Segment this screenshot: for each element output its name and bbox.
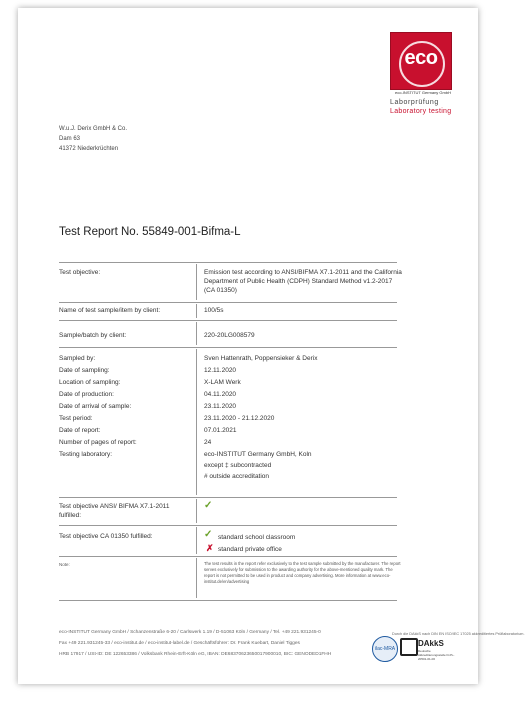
pages-value: 24 (204, 439, 212, 446)
logo-subtitle: eco-INSTITUT Germany GmbH (395, 90, 451, 95)
arrival-value: 23.11.2020 (204, 403, 237, 410)
divider (59, 320, 397, 321)
dakks-text: DAkkS (418, 639, 444, 648)
column-separator (196, 349, 197, 495)
column-separator (196, 558, 197, 598)
eco-logo (390, 32, 452, 90)
objective-line-3: (CA 01350) (204, 287, 237, 294)
objective-line-1: Emission test according to ANSI/BIFMA X7.1-2011 and the California (204, 269, 402, 276)
date-sampling-value: 12.11.2020 (204, 367, 237, 374)
lab-value-1: eco-INSTITUT Germany GmbH, Koln (204, 451, 312, 458)
footer-line-3: HRB 17917 / USt-ID: DE 122653386 / Volksbank Rhein-Erft-Köln eG, IBAN: DE68370623650017900010, BIC: GENODED1FHH (59, 652, 332, 657)
sample-name-value: 100/5s (204, 307, 224, 314)
column-separator (196, 264, 197, 300)
production-value: 04.11.2020 (204, 391, 237, 398)
ca-school-value: standard school classroom (218, 534, 296, 541)
batch-value: 220-20LG008579 (204, 332, 255, 339)
sample-name-label: Name of test sample/item by client: (59, 307, 161, 314)
ca-office-value: standard private office (218, 546, 282, 553)
pages-label: Number of pages of report: (59, 439, 137, 446)
logo-text: eco (404, 47, 438, 69)
ilac-mra-logo: ilac-MRA (372, 636, 398, 662)
column-separator (196, 527, 197, 554)
report-date-value: 07.01.2021 (204, 427, 237, 434)
divider (59, 556, 397, 557)
check-icon: ✓ (204, 500, 213, 511)
accreditation-note: Durch die DAkkS nach DIN EN ISO/IEC 17025 akkreditiertes Prüflaboratorium. (392, 632, 525, 636)
column-separator (196, 322, 197, 345)
column-separator (196, 499, 197, 523)
report-date-label: Date of report: (59, 427, 101, 434)
sampled-by-value: Sven Hattenrath, Poppensieker & Derix (204, 355, 318, 362)
note-label: Note: (59, 562, 70, 567)
address-line-2: Dam 63 (59, 136, 81, 142)
column-separator (196, 304, 197, 318)
dakks-subtext: Deutsche Akkreditierungsstelle D-PL-20501-01-00 (418, 649, 455, 661)
lab-label: Testing laboratory: (59, 451, 113, 458)
lab-label-en: Laboratory testing (390, 108, 452, 115)
address-line-1: W.u.J. Derix GmbH & Co. (59, 126, 128, 132)
date-sampling-label: Date of sampling: (59, 367, 110, 374)
period-label: Test period: (59, 415, 93, 422)
objective-label: Test objective: (59, 269, 101, 276)
check-icon: ✓ (204, 529, 213, 540)
lab-value-3: # outside accreditation (204, 473, 270, 480)
note-text: The test results in the report refer exclusively to the test sample submitted by the manufacturer. The report serves exclusively for submission to the awarding authority for the above-mentioned quality mark. The report is not permitted to be used in product and company advertising. More information at www.eco-institut.de/en/advertising (204, 561, 401, 584)
dakks-logo (400, 638, 455, 661)
report-title: Test Report No. 55849-001-Bifma-L (59, 226, 241, 238)
lab-label-de: Laborprüfung (390, 99, 439, 106)
location-label: Location of sampling: (59, 379, 121, 386)
location-value: X-LAM Werk (204, 379, 241, 386)
divider (59, 302, 397, 303)
divider (59, 262, 397, 263)
objective-line-2: Department of Public Health (CDPH) Standard Method v1.2-2017 (204, 278, 393, 285)
footer-line-2: Fax +49 221.931245-33 / eco-institut.de / eco-institut-label.de / Geschäftsführer: Dr. Frank Kuebart, Daniel Tigges (59, 641, 300, 646)
ansi-label-2: fulfilled: (59, 512, 82, 519)
period-value: 23.11.2020 - 21.12.2020 (204, 415, 275, 422)
divider (59, 497, 397, 498)
divider (59, 347, 397, 348)
lab-value-2: except ‡ subcontracted (204, 462, 272, 469)
divider (59, 525, 397, 526)
sampled-by-label: Sampled by: (59, 355, 96, 362)
dakks-mark-icon (400, 638, 418, 656)
cross-icon: ✗ (206, 543, 214, 553)
ca-label: Test objective CA 01350 fulfilled: (59, 533, 153, 540)
arrival-label: Date of arrival of sample: (59, 403, 132, 410)
ansi-label-1: Test objective ANSI/ BIFMA X7.1-2011 (59, 503, 170, 510)
footer-line-1: eco-INSTITUT Germany GmbH / Schanzenstraße 6-20 / Carlswerk 1.19 / D-51063 Köln / Germany / Tel. +49 221.931245-0 (59, 630, 321, 635)
divider (59, 600, 397, 601)
production-label: Date of production: (59, 391, 114, 398)
batch-label: Sample/batch by client: (59, 332, 127, 339)
address-line-3: 41372 Niederkrüchten (59, 146, 119, 152)
